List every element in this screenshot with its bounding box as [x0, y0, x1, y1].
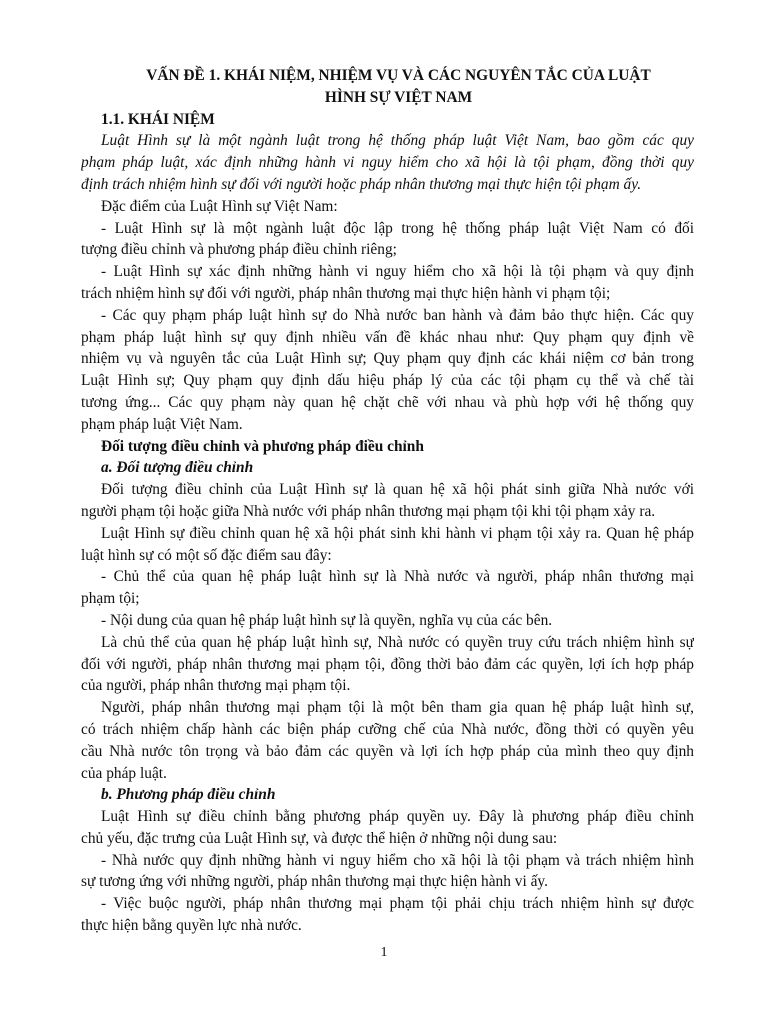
paragraph-line: phạm tội; — [81, 590, 140, 608]
paragraph-line: nhiệm vụ và nguyên tắc của Luật Hình sự; Quy phạm quy định các khái niệm cơ bản trong — [81, 350, 694, 368]
paragraph-line: chủ yếu, đặc trưng của Luật Hình sự, và được thể hiện ở những nội dung sau: — [81, 829, 558, 847]
paragraph-line: phạm pháp luật Việt Nam. — [81, 415, 243, 433]
paragraph-line: trách nhiệm hình sự đối với người, pháp nhân thương mại thực hiện hành vi phạm tội; — [81, 284, 611, 302]
paragraph-line: đối với người, pháp nhân thương mại phạm tội, đồng thời bảo đảm các quyền, lợi ích hợp pháp — [81, 655, 694, 673]
definition-line: Luật Hình sự là một ngành luật trong hệ thống pháp luật Việt Nam, bao gồm các quy — [101, 132, 694, 150]
paragraph-line: Người, pháp nhân thương mại phạm tội là một bên tham gia quan hệ pháp luật hình sự, — [101, 699, 694, 717]
paragraph-line: Luật Hình sự điều chỉnh quan hệ xã hội phát sinh khi hành vi phạm tội xảy ra. Quan hệ pháp — [101, 524, 694, 542]
paragraph-line: - Việc buộc người, pháp nhân thương mại phạm tội phải chịu trách nhiệm hình sự được — [101, 895, 694, 913]
section-heading: 1.1. KHÁI NIỆM — [101, 110, 215, 128]
paragraph-line: Đặc điểm của Luật Hình sự Việt Nam: — [101, 197, 338, 215]
paragraph-line: Là chủ thể của quan hệ pháp luật hình sự, Nhà nước có quyền truy cứu trách nhiệm hình sự — [101, 633, 694, 651]
subsection-heading-b: b. Phương pháp điều chỉnh — [101, 786, 276, 804]
paragraph-line: luật hình sự có một số đặc điểm sau đây: — [81, 546, 332, 564]
paragraph-line: phạm pháp luật hình sự quy định nhiều vấn đề khác nhau như: Quy phạm quy định về — [81, 328, 694, 346]
document-body — [81, 65, 694, 937]
paragraph-line: có trách nhiệm chấp hành các biện pháp cưỡng chế của Nhà nước, đồng thời có quyền yêu — [81, 720, 694, 738]
paragraph-line: - Chủ thể của quan hệ pháp luật hình sự là Nhà nước và người, pháp nhân thương mại — [101, 568, 694, 586]
paragraph-line: thực hiện bằng quyền lực nhà nước. — [81, 917, 302, 935]
subsection-heading: Đối tượng điều chỉnh và phương pháp điều chỉnh — [101, 437, 424, 455]
paragraph-line: Luật Hình sự; Quy phạm quy định dấu hiệu pháp lý của các tội phạm cụ thể và chế tài — [81, 372, 694, 390]
page-number: 1 — [380, 945, 388, 960]
paragraph-line: - Các quy phạm pháp luật hình sự do Nhà nước ban hành và đảm bảo thực hiện. Các quy — [101, 306, 694, 324]
title-line-2: HÌNH SỰ VIỆT NAM — [324, 88, 473, 106]
paragraph-line: Đối tượng điều chỉnh của Luật Hình sự là quan hệ xã hội phát sinh giữa Nhà nước với — [101, 481, 694, 499]
paragraph-line: của người, pháp nhân thương mại phạm tội. — [81, 677, 351, 695]
paragraph-line: - Nhà nước quy định những hành vi nguy hiểm cho xã hội là tội phạm và trách nhiệm hình — [101, 851, 694, 869]
paragraph-line: tượng điều chỉnh và phương pháp điều chỉnh riêng; — [81, 241, 397, 259]
paragraph-line: Luật Hình sự điều chỉnh bằng phương pháp quyền uy. Đây là phương pháp điều chỉnh — [101, 808, 694, 826]
paragraph-line: tương ứng... Các quy phạm này quan hệ chặt chẽ với nhau và phù hợp với hệ thống quy — [81, 393, 694, 411]
definition-line: phạm pháp luật, xác định những hành vi nguy hiểm cho xã hội là tội phạm, đồng thời quy — [81, 154, 694, 172]
paragraph-line: người phạm tội hoặc giữa Nhà nước với pháp nhân thương mại phạm tội khi tội phạm xảy ra. — [81, 502, 656, 520]
paragraph-line: - Nội dung của quan hệ pháp luật hình sự là quyền, nghĩa vụ của các bên. — [101, 611, 553, 629]
paragraph-line: của pháp luật. — [81, 764, 167, 782]
subsection-heading-a: a. Đối tượng điều chỉnh — [101, 459, 254, 477]
definition-line: định trách nhiệm hình sự đối với người hoặc pháp nhân thương mại thực hiện tội phạm ấy. — [81, 175, 642, 193]
title-line-1: VẤN ĐỀ 1. KHÁI NIỆM, NHIỆM VỤ VÀ CÁC NGUYÊN TẮC CỦA LUẬT — [146, 67, 651, 84]
paragraph-line: sự tương ứng với những người, pháp nhân thương mại thực hiện hành vi ấy. — [81, 873, 548, 891]
document-title — [81, 65, 694, 109]
paragraph-line: cầu Nhà nước tôn trọng và bảo đảm các quyền và lợi ích hợp pháp của mình theo quy định — [81, 742, 694, 760]
paragraph-line: - Luật Hình sự là một ngành luật độc lập trong hệ thống pháp luật Việt Nam có đối — [101, 219, 694, 237]
paragraph-line: - Luật Hình sự xác định những hành vi nguy hiểm cho xã hội là tội phạm và quy định — [101, 263, 694, 281]
